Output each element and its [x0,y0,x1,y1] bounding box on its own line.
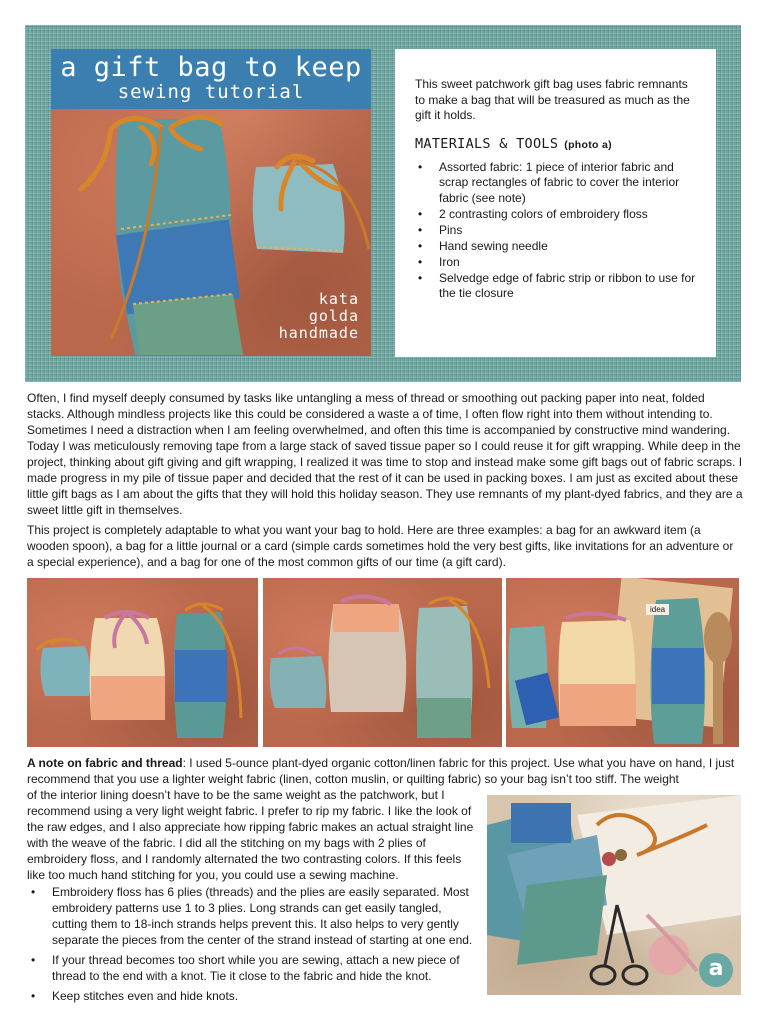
list-item: • Assorted fabric: 1 piece of interior fabric and scrap rectangles of fabric to cover the interior fabric (see note) [415,160,700,207]
body-paragraph: This project is completely adaptable to what you want your bag to hold. Here are three examples: a bag for an awkward item (a wooden spoon), a bag for a little journal or a card (simple cards sometimes hold the very best gifts, like invitations for an adventure or a special experience), and a bag for one of the most common gifts of our time (a gift card). [27,523,734,569]
brand-line: handmade [278,324,359,342]
body-paragraph: Often, I find myself deeply consumed by tasks like untangling a mess of thread or smoothing out packing paper into neat, folded stacks. Although mindless projects like this could be considered a waste a of time, I often flow right into them without intending to. Sometimes I need a distraction when I am feeling overwhelmed, and often this time is accompanied by constructive mind wandering. Today I was meticulously removing tape from a large stack of saved tissue paper so I could reuse it for gift wrapping. While deep in the project, thinking about gift giving and gift wrapping, I realized it was time to stop and instead make some gift bags out of fabric scraps. I made progress in my pile of tissue paper and decided that the rest of it can be used in packing boxes. I am just as excited about these little gift bags as I am about the gifts that they will hold this holiday season. They use remnants of my plant-dyed fabrics, and they are a sweet little gift in themselves. [27,391,743,517]
brand-line: kata [318,290,359,308]
list-item: • Embroidery floss has 6 plies (threads) and the plies are easily separated. Most embroidery patterns use 1 to 3 plies. Long strands can get easily tangled, cutting them to 18-inch strands helps prevent this. It also helps to very gently separate the pieces from the center of the strand instead of starting at one end. [27,884,477,948]
example-photo-2 [263,578,502,747]
bags-illustration [506,578,739,747]
list-item: • Pins [415,223,700,239]
fabric-note [27,755,741,787]
list-item: • If your thread becomes too short while you are sewing, attach a new piece of thread to the end with a knot. Tie it close to the fabric and hide the knot. [27,952,477,984]
hero-image [51,49,371,356]
photo-tag: idea [646,604,669,615]
example-photo-1 [27,578,258,747]
fabric-note-intro: : I used 5-ounce plant-dyed organic cotton/linen fabric for this project. Use what you have on hand, I just recommend that you use a lighter weight fabric (linen, cotton muslin, or quilting fabric) so your bag isn’t too stiff. The weight [27,756,735,786]
brand-logo: a [699,953,733,987]
brand-line: golda [308,307,359,325]
list-item: • Iron [415,255,700,271]
page-title: a gift bag to keep [60,52,362,83]
example-photo-3 [506,578,739,747]
intro-text: This sweet patchwork gift bag uses fabric remnants to make a bag that will be treasured as much as the gift it holds. [415,77,690,122]
materials-list [415,160,700,302]
fabric-note-heading: A note on fabric and thread [27,756,183,770]
list-item: • Selvedge edge of fabric strip or ribbon to use for the tie closure [415,271,700,302]
bags-illustration [27,578,258,747]
materials-heading [415,136,700,152]
bags-illustration [263,578,502,747]
fabric-note-continued: of the interior lining doesn’t have to be the same weight as the patchwork, but I recommend using a very light weight fabric. I prefer to rip my fabric. I like the look of the raw edges, and I also appreciate how ripping fabric makes an actual straight line with the weave of the fabric. I did all the stitching on my bags with 2 plies of embroidery floss, and I randomly alternated the two contrasting colors. If this feels like too much hand stitching for you, you could use a sewing machine. [27,788,474,882]
list-item: • Hand sewing needle [415,239,700,255]
supplies-photo [487,795,741,995]
materials-heading-text: MATERIALS & TOOLS [415,135,559,152]
tips-list [27,884,477,1008]
brand-watermark [279,291,359,342]
intro-card [395,49,716,357]
materials-photo-ref: (photo a) [564,138,612,151]
page-subtitle: sewing tutorial [117,81,305,103]
list-item: • 2 contrasting colors of embroidery floss [415,207,700,223]
list-item: • Keep stitches even and hide knots. [27,988,477,1004]
